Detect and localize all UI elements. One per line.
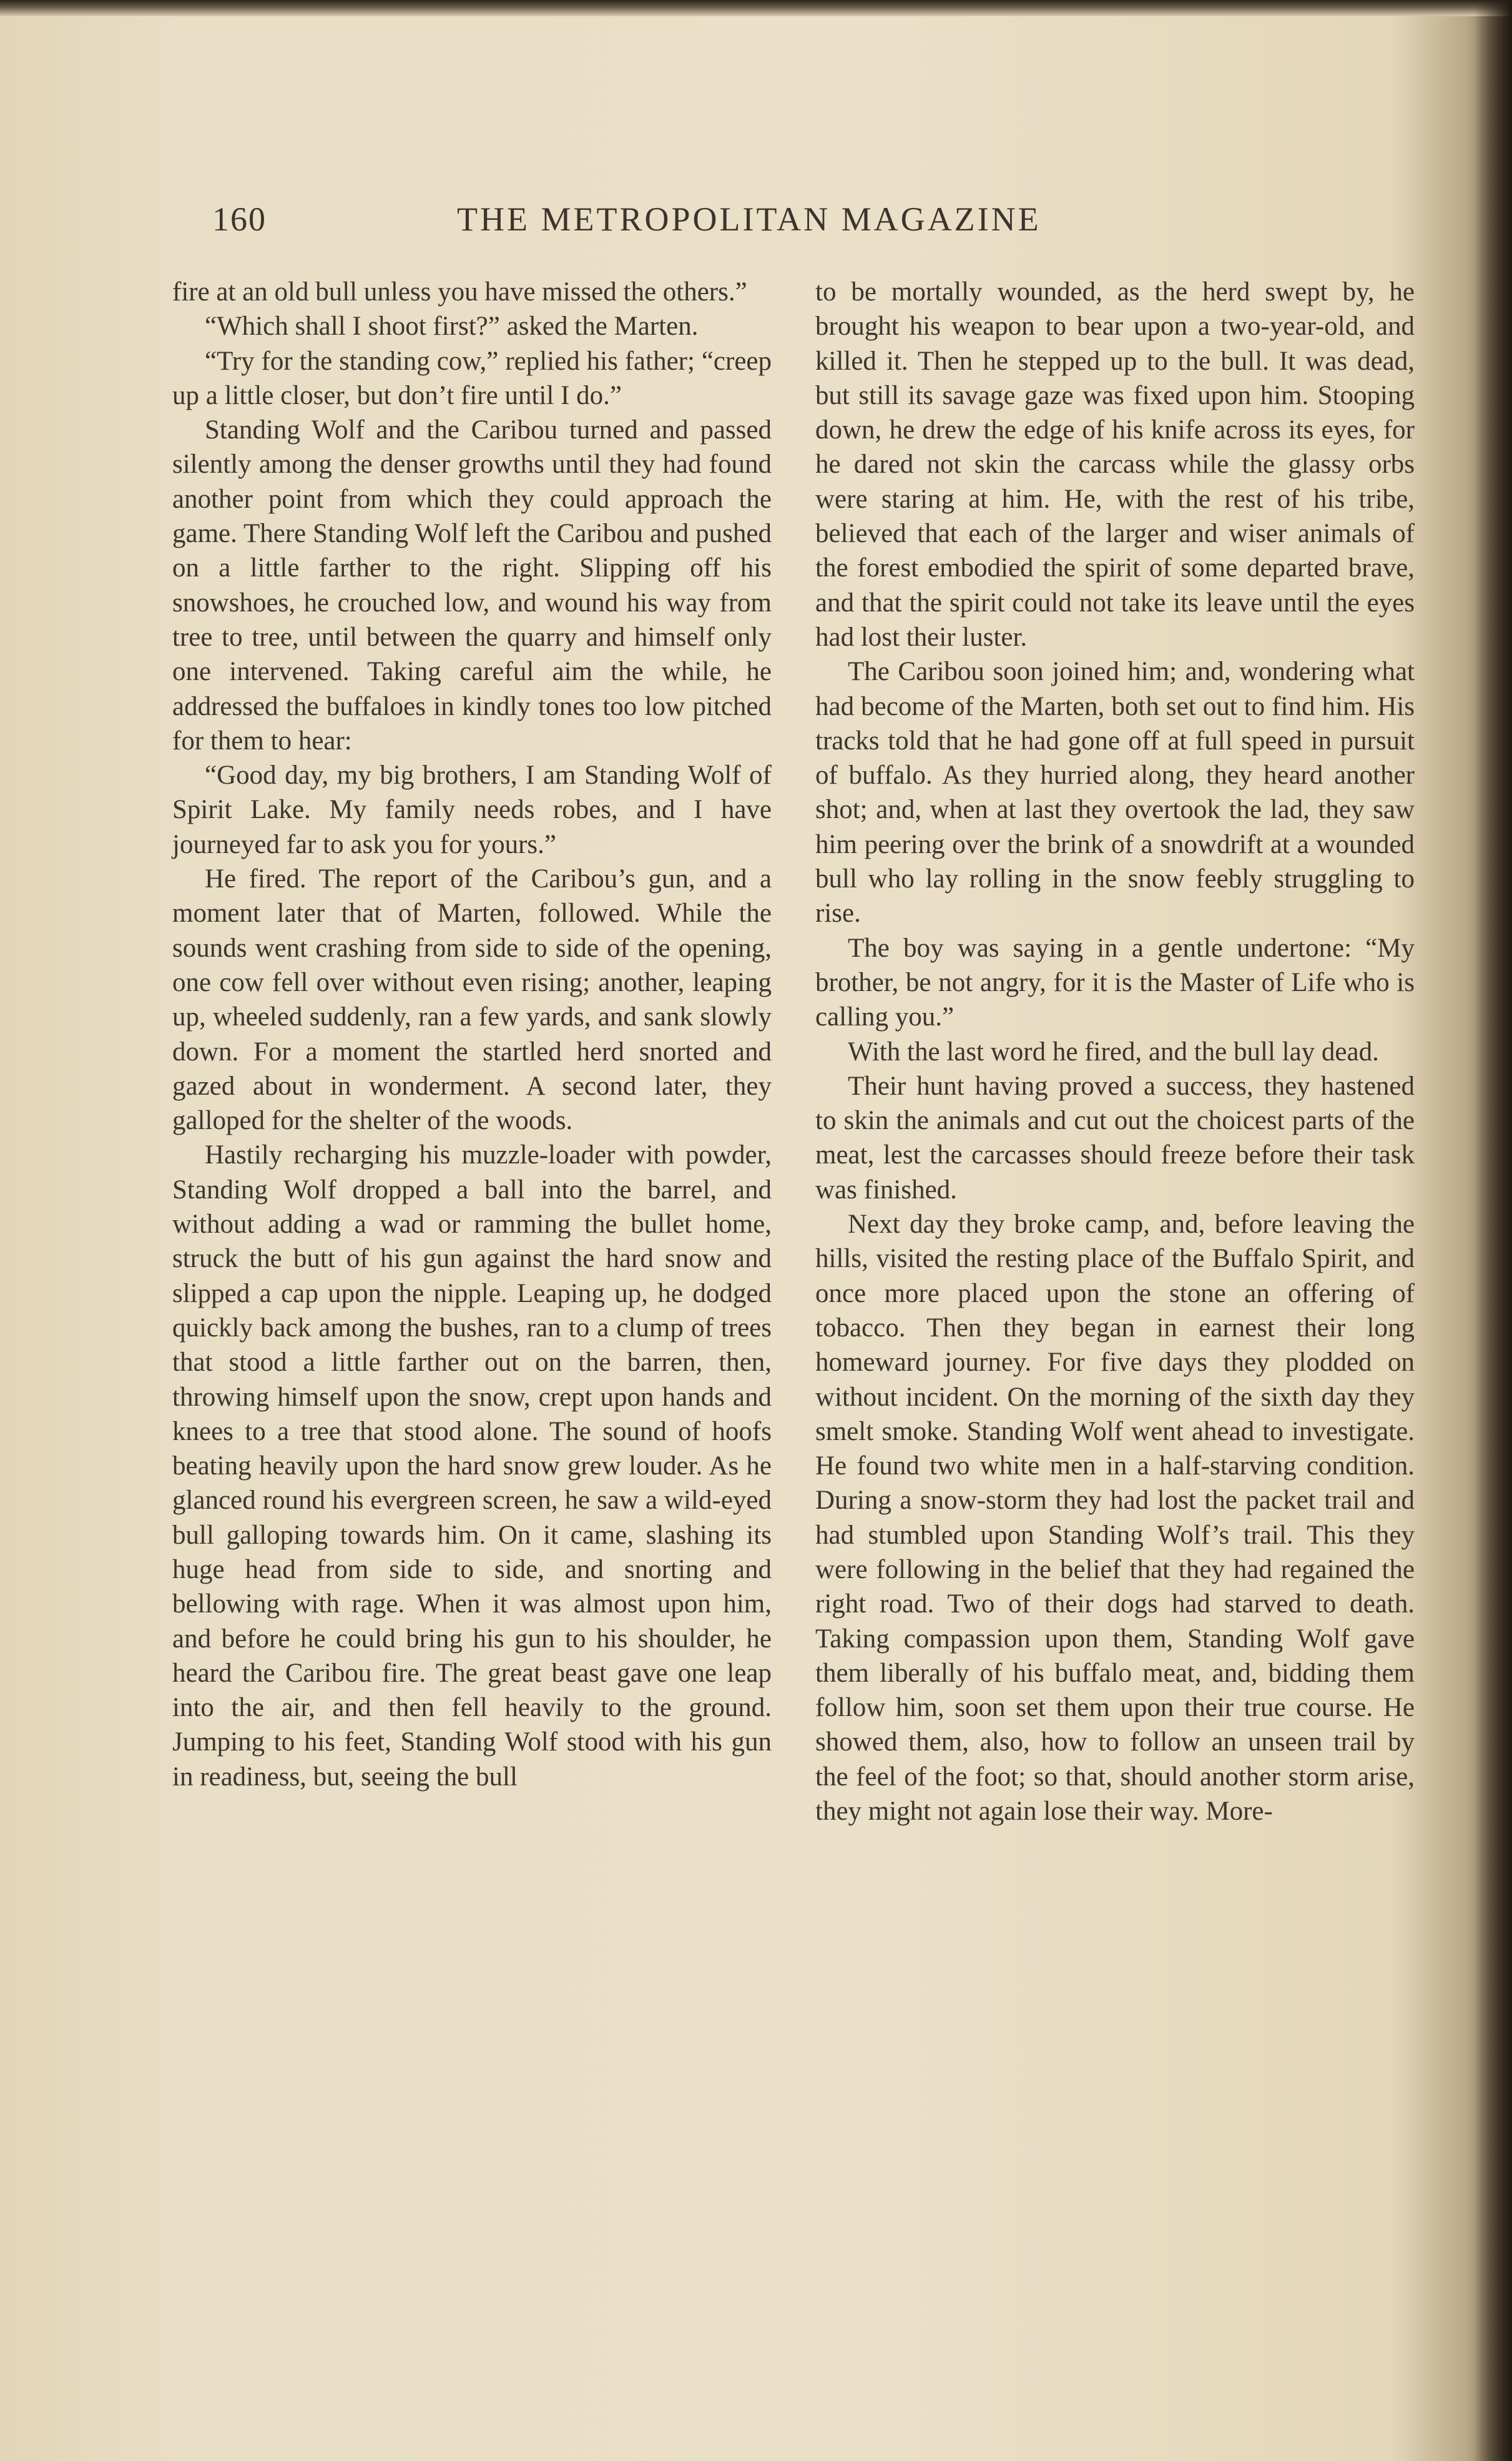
- page-header: [172, 200, 1415, 250]
- paragraph: The Caribou soon joined him; and, wondering what had become of the Marten, both set out to find him. His tracks told that he had gone off at full speed in pursuit of buffalo. As they hurried along, they heard another shot; and, when at last they overtook the lad, they saw him peering over the brink of a snowdrift at a wounded bull who lay rolling in the snow feebly struggling to rise.: [815, 657, 1415, 929]
- paragraph: Their hunt having proved a success, they hastened to skin the animals and cut out the choicest parts of the meat, lest the carcasses should freeze before their task was finished.: [815, 1071, 1415, 1205]
- paragraph: “Which shall I shoot first?” asked the Marten.: [205, 312, 699, 342]
- page-top-edge: [0, 0, 1512, 16]
- running-head: THE METROPOLITAN MAGAZINE: [457, 200, 1041, 238]
- paragraph: to be mortally wounded, as the herd swept by, he brought his weapon to bear upon a two-year-old, and killed it. Then he stepped up to the bull. It was dead, but still its savage gaze was fixed upon him. Stooping down, he drew the edge of his knife across its eyes, for he dared not skin the carcass while the glassy orbs were staring at him. He, with the rest of his tribe, believed that each of the larger and wiser animals of the forest embodied the spirit of some departed brave, and that the spirit could not take its leave until the eyes had lost their luster.: [815, 277, 1415, 652]
- paragraph: “Try for the standing cow,” replied his father; “creep up a little closer, but don’t fire until I do.”: [172, 346, 772, 410]
- book-spine-shadow: [1475, 0, 1512, 2461]
- paragraph: “Good day, my big brothers, I am Standing Wolf of Spirit Lake. My family needs robes, and I have journeyed far to ask you for yours.”: [172, 761, 772, 859]
- paragraph: He fired. The report of the Caribou’s gun, and a moment later that of Marten, followed. While the sounds went crashing from side to side of the opening, one cow fell over without even rising; another, leaping up, wheeled suddenly, ran a few yards, and sank slowly down. For a moment the startled herd snorted and gazed about in wonderment. A second later, they galloped for the shelter of the woods.: [172, 864, 772, 1136]
- paragraph: With the last word he fired, and the bull lay dead.: [848, 1037, 1379, 1067]
- paragraph: fire at an old bull unless you have missed the others.”: [172, 277, 747, 307]
- page-number: 160: [212, 200, 267, 238]
- right-column: [815, 275, 1415, 1828]
- paragraph: Hastily recharging his muzzle-loader with powder, Standing Wolf dropped a ball into the barrel, and without adding a wad or ramming the bullet home, struck the butt of his gun against the hard snow and slipped a cap upon the nipple. Leaping up, he dodged quickly back among the bushes, ran to a clump of trees that stood a little farther out on the barren, then, throwing himself upon the snow, crept upon hands and knees to a tree that stood alone. The sound of hoofs beating heavily upon the hard snow grew louder. As he glanced round his evergreen screen, he saw a wild-eyed bull galloping towards him. On it came, slashing its huge head from side to side, and snorting and bellowing with rage. When it was almost upon him, and before he could bring his gun to his shoulder, he heard the Caribou fire. The great beast gave one leap into the air, and then fell heavily to the ground. Jumping to his feet, Standing Wolf stood with his gun in readiness, but, seeing the bull: [172, 1140, 772, 1792]
- left-column: [172, 275, 772, 1794]
- paragraph: Standing Wolf and the Caribou turned and passed silently among the denser growths until they had found another point from which they could approach the game. There Standing Wolf left the Caribou and pushed on a little farther to the right. Slipping off his snowshoes, he crouched low, and wound his way from tree to tree, until between the quarry and himself only one intervened. Taking careful aim the while, he addressed the buffaloes in kindly tones too low pitched for them to hear:: [172, 415, 772, 756]
- paragraph: The boy was saying in a gentle undertone: “My brother, be not angry, for it is the Master of Life who is calling you.”: [815, 933, 1415, 1032]
- paragraph: Next day they broke camp, and, before leaving the hills, visited the resting place of the Buffalo Spirit, and once more placed upon the stone an offering of tobacco. Then they began in earnest their long homeward journey. For five days they plodded on without incident. On the morning of the sixth day they smelt smoke. Standing Wolf went ahead to investigate. He found two white men in a half-starving condition. During a snow-storm they had lost the packet trail and had stumbled upon Standing Wolf’s trail. This they were following in the belief that they had regained the right road. Two of their dogs had starved to death. Taking compassion upon them, Standing Wolf gave them liberally of his buffalo meat, and, bidding them follow him, soon set them upon their true course. He showed them, also, how to follow an unseen trail by the feel of the foot; so that, should another storm arise, they might not again lose their way. More-: [815, 1210, 1415, 1827]
